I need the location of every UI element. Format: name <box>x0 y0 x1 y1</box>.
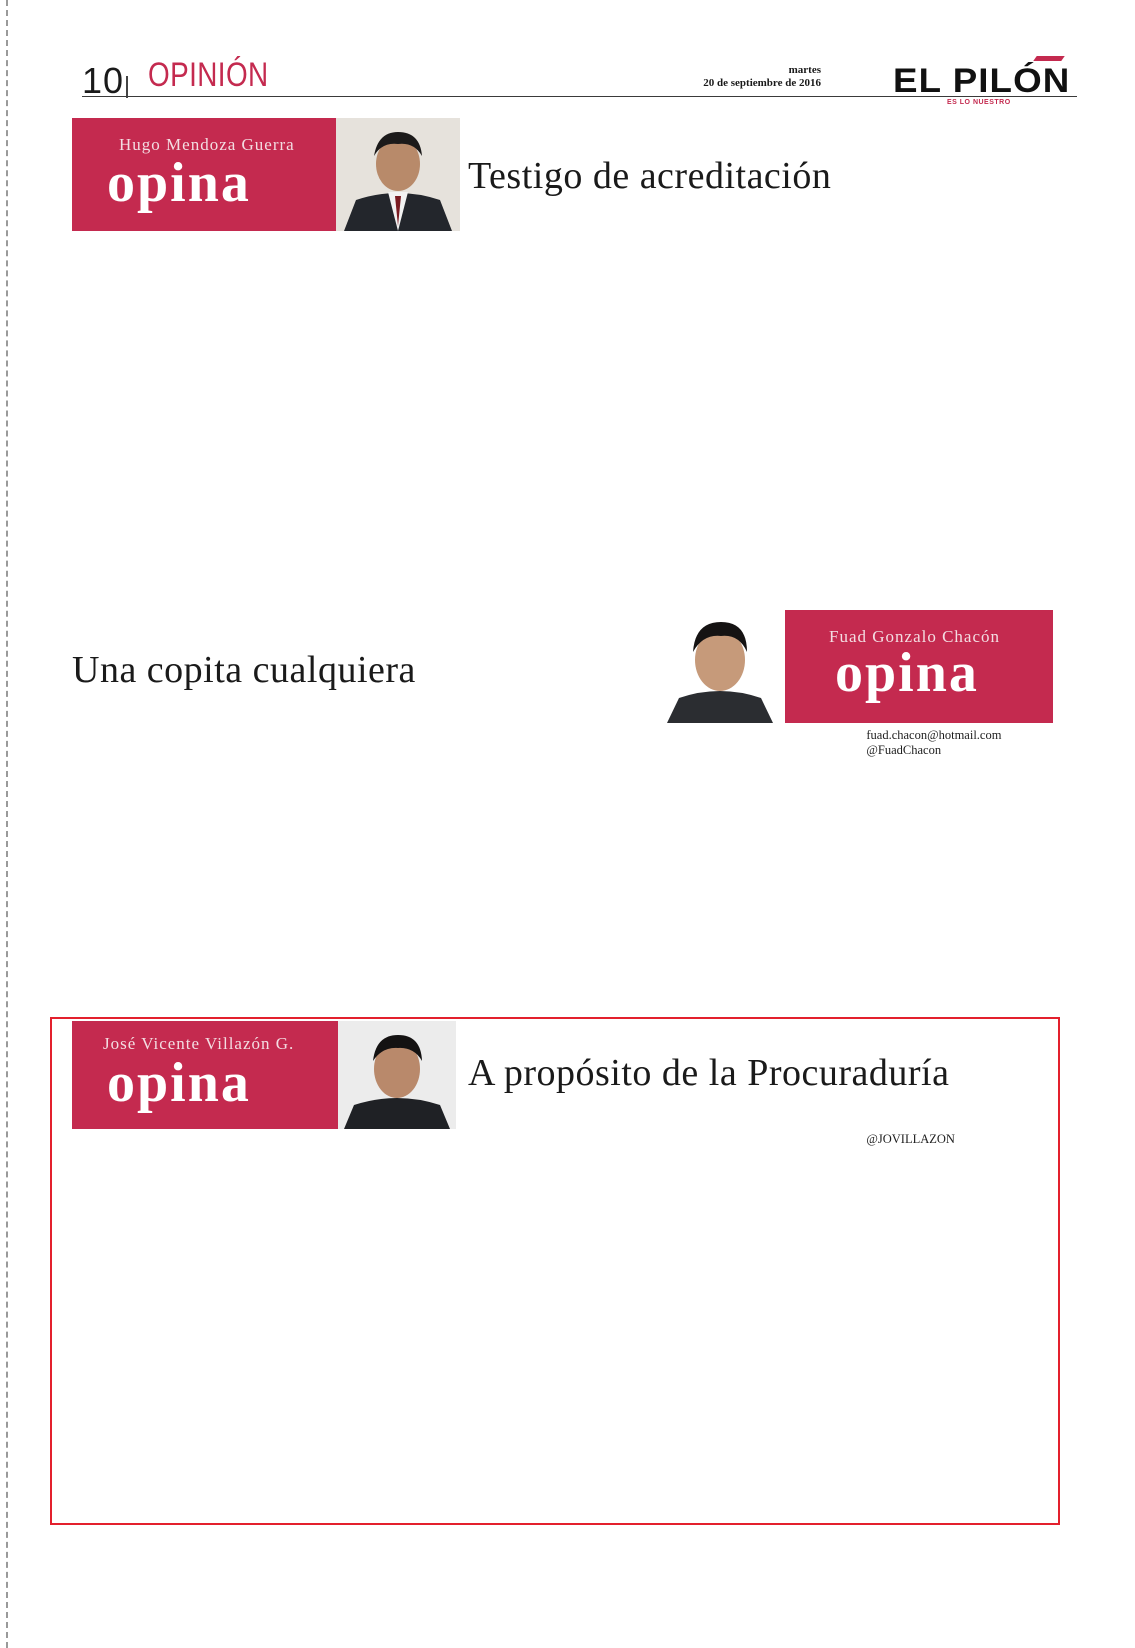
author-portrait-photo <box>336 118 460 231</box>
logo-accent-mark <box>1033 56 1065 61</box>
author-name: Hugo Mendoza Guerra <box>119 135 295 154</box>
article-column <box>469 728 651 1010</box>
article-column <box>469 1132 651 1516</box>
author-portrait-photo <box>655 610 785 723</box>
logo-wordmark: EL PILÓN <box>893 62 1071 100</box>
page-header <box>82 50 1077 106</box>
article-headline: A propósito de la Procuraduría <box>468 1052 950 1094</box>
opina-label: opina <box>835 642 979 704</box>
author-contact: @JOVILLAZON <box>866 1132 955 1146</box>
header-separator <box>126 76 128 98</box>
article-column <box>668 1132 850 1516</box>
article-column <box>469 234 651 604</box>
article-column <box>866 234 1048 604</box>
author-contact: fuad.chacon@hotmail.com <box>866 728 1002 742</box>
opina-label: opina <box>107 152 251 214</box>
article-body <box>72 1132 1048 1516</box>
article-body <box>72 728 1048 1010</box>
article-column <box>72 728 254 1010</box>
article-column <box>866 728 1048 1010</box>
article-column <box>668 728 850 1010</box>
author-contact: @FuadChacon <box>866 742 942 757</box>
issue-full-date: 20 de septiembre de 2016 <box>703 77 821 89</box>
page-number: 10 <box>82 60 125 101</box>
issue-date <box>703 64 821 90</box>
author-name: Fuad Gonzalo Chacón <box>829 627 1001 646</box>
article-column <box>668 234 850 604</box>
author-name: José Vicente Villazón G. <box>103 1034 295 1053</box>
article-column <box>72 234 254 604</box>
article-headline: Testigo de acreditación <box>468 155 832 197</box>
article-column <box>271 1132 453 1516</box>
dashed-cut-line <box>6 0 8 1648</box>
article-column <box>271 728 453 1010</box>
header-rule <box>82 96 1077 97</box>
article-column <box>72 1132 254 1516</box>
opina-label: opina <box>107 1052 251 1114</box>
section-title: OPINIÓN <box>148 56 269 94</box>
logo-tagline: ES LO NUESTRO <box>947 99 1011 106</box>
article-column <box>271 234 453 604</box>
issue-day: martes <box>788 64 821 76</box>
article-headline: Una copita cualquiera <box>72 649 416 691</box>
author-portrait-photo <box>338 1021 456 1129</box>
article-body <box>72 234 1048 604</box>
article-column <box>866 1132 1048 1516</box>
